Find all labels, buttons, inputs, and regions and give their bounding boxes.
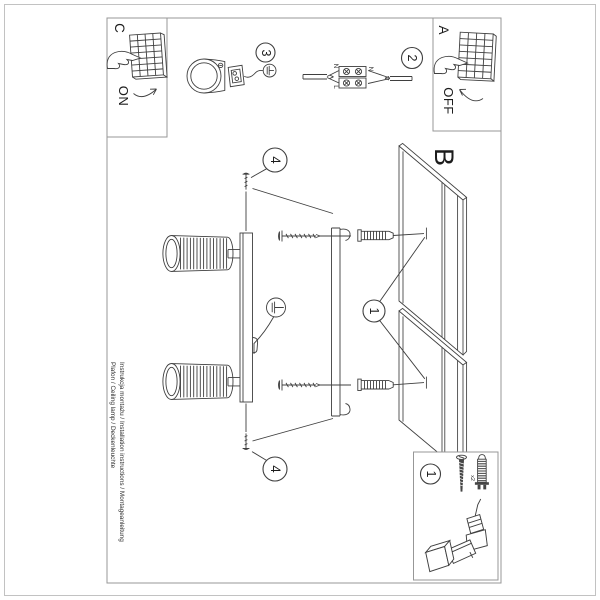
spotlight-head	[163, 236, 240, 272]
wall-panels-illustration	[399, 143, 467, 473]
screw-head-detail-icon	[254, 298, 286, 354]
footer-text	[108, 362, 126, 568]
fixing-screw-bottom	[243, 433, 250, 450]
section-c-label: C	[111, 23, 127, 33]
spotlight-head	[163, 364, 240, 400]
switch-on-arrow-icon	[134, 89, 157, 97]
fixing-screw-top	[243, 173, 250, 190]
footer-product-line: Plafon / Ceiling lamp / Deckenleuchte	[109, 361, 116, 468]
switch-on-label: ON	[116, 85, 132, 106]
page-frame	[5, 5, 596, 596]
terminal-screws	[343, 68, 361, 86]
lamp-body-bar	[240, 233, 253, 402]
breaker-grid-off	[458, 32, 497, 81]
step4-number-top: 4	[267, 156, 283, 164]
hand-icon	[107, 51, 140, 68]
wall-screw-and-plug-bottom	[279, 379, 425, 390]
inset-step1-number: 1	[423, 470, 438, 478]
step4-number-bottom: 4	[267, 465, 283, 473]
mounting-bracket	[332, 228, 351, 416]
step2-wiring-diagram	[303, 67, 412, 89]
wire-label-n-right: N	[366, 66, 374, 71]
wire-label-l-left: L	[331, 84, 339, 89]
cable-left	[303, 75, 327, 80]
wire-label-n-left: N	[331, 63, 339, 69]
step2-number: 2	[405, 54, 420, 62]
cable-right	[390, 77, 412, 81]
footer-title-line: Instrukcja montażu / Installation instructions / Montageanleitung	[118, 361, 125, 542]
switch-off-arrow-icon	[460, 89, 484, 101]
wall-screw-and-plug-top	[279, 230, 425, 242]
step1-number: 1	[367, 307, 382, 315]
section-a-label: A	[435, 25, 451, 35]
switch-off-label: OFF	[441, 86, 457, 115]
callout-circles	[256, 43, 441, 484]
section-b-label: B	[429, 147, 460, 166]
step3-number: 3	[258, 49, 273, 56]
outer-border	[5, 5, 596, 596]
screw-plug-quantity: x2	[468, 474, 475, 481]
